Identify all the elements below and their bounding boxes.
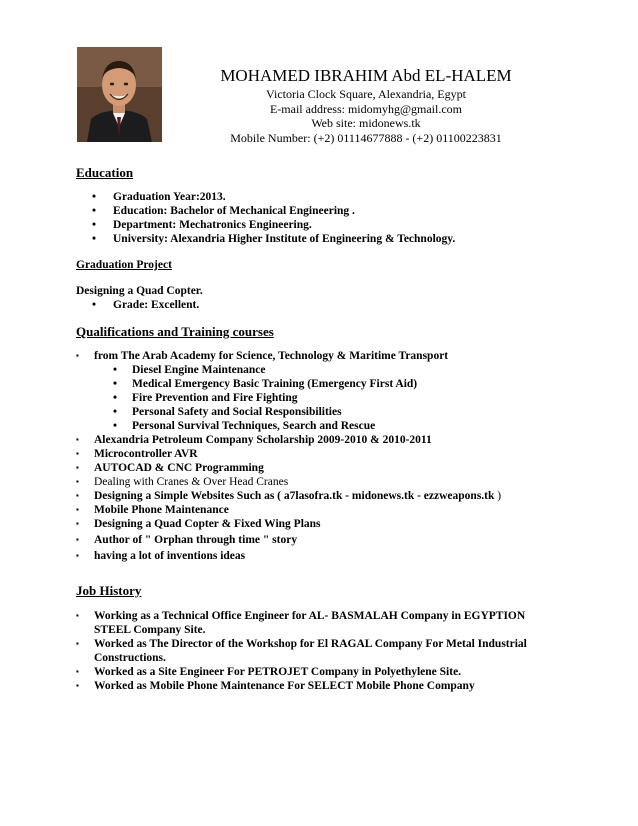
education-item: • Graduation Year:2013.: [92, 191, 226, 203]
education-section: [76, 165, 455, 246]
qualifications-section: [76, 324, 501, 563]
qualification-item: ▪ Author of " Orphan through time " story: [76, 534, 298, 546]
address: Victoria Clock Square, Alexandria, Egypt: [266, 87, 466, 101]
job-item: ▪ Worked as a Site Engineer For PETROJET Company in Polyethylene Site.: [76, 666, 462, 678]
graduation-project-title: Graduation Project: [76, 259, 172, 271]
qualification-item: ▪ Designing a Simple Websites Such as ( a7lasofra.tk - midonews.tk - ezzweapons.tk ): [76, 490, 502, 502]
qualification-item: ▪ Mobile Phone Maintenance: [76, 504, 229, 516]
qualification-item: ▪ having a lot of inventions ideas: [76, 550, 246, 562]
graduation-project-name: Designing a Quad Copter.: [76, 285, 203, 297]
qualifications-list-cont: [76, 433, 501, 563]
graduation-grade: • Grade: Excellent.: [92, 299, 200, 311]
academy-course-item: • Personal Safety and Social Responsibilities: [113, 406, 342, 418]
full-name: MOHAMED IBRAHIM Abd EL-HALEM: [220, 66, 512, 85]
job-item: ▪ Worked as The Director of the Workshop for El RAGAL Company For Metal Industrial Constructions.: [76, 638, 527, 664]
academy-course-item: • Fire Prevention and Fire Fighting: [113, 392, 298, 404]
email-address[interactable]: E-mail address: midomyhg@gmail.com: [269, 101, 463, 116]
academy-courses-list: [76, 363, 501, 433]
qualification-item: ▪ AUTOCAD & CNC Programming: [76, 462, 264, 474]
qualification-item: ▪ Microcontroller AVR: [76, 448, 198, 460]
graduation-grade-list: [76, 298, 203, 312]
qualifications-title: Qualifications and Training courses: [76, 324, 274, 339]
job-item: ▪ Worked as Mobile Phone Maintenance For SELECT Mobile Phone Company: [76, 680, 475, 692]
contact-header: [180, 66, 552, 145]
graduation-project-section: [76, 258, 203, 312]
job-history-section: [76, 583, 546, 693]
education-title: Education: [76, 165, 134, 180]
job-history-list: [76, 609, 546, 693]
website-links[interactable]: a7lasofra.tk - midonews.tk - ezzweapons.tk: [283, 490, 495, 502]
education-item: • Department: Mechatronics Engineering.: [92, 219, 312, 231]
academy-course-item: • Medical Emergency Basic Training (Emergency First Aid): [113, 378, 418, 390]
education-item: • University: Alexandria Higher Institute of Engineering & Technology.: [92, 233, 456, 245]
job-history-title: Job History: [76, 583, 142, 598]
qualification-item: ▪ Alexandria Petroleum Company Scholarship 2009-2010 & 2010-2011: [76, 434, 432, 446]
job-item: ▪ Working as a Technical Office Engineer for AL- BASMALAH Company in EGYPTION STEEL Company Site.: [76, 610, 526, 636]
qualification-item: ▪ from The Arab Academy for Science, Technology & Maritime Transport: [76, 350, 449, 362]
website[interactable]: Web site: midonews.tk: [311, 116, 421, 130]
profile-photo-image: [77, 47, 162, 142]
qualification-item: ▪ Dealing with Cranes & Over Head Cranes: [76, 476, 289, 488]
qualification-item: ▪ Designing a Quad Copter & Fixed Wing Plans: [76, 518, 321, 530]
mobile-number: Mobile Number: (+2) 01114677888 - (+2) 01100223831: [230, 130, 502, 145]
academy-course-item: • Diesel Engine Maintenance: [113, 364, 266, 376]
education-list: [76, 190, 455, 246]
qualifications-list: [76, 349, 501, 363]
academy-course-item: • Personal Survival Techniques, Search and Rescue: [113, 420, 376, 432]
education-item: • Education: Bachelor of Mechanical Engineering .: [92, 205, 355, 217]
profile-photo: [77, 47, 162, 142]
